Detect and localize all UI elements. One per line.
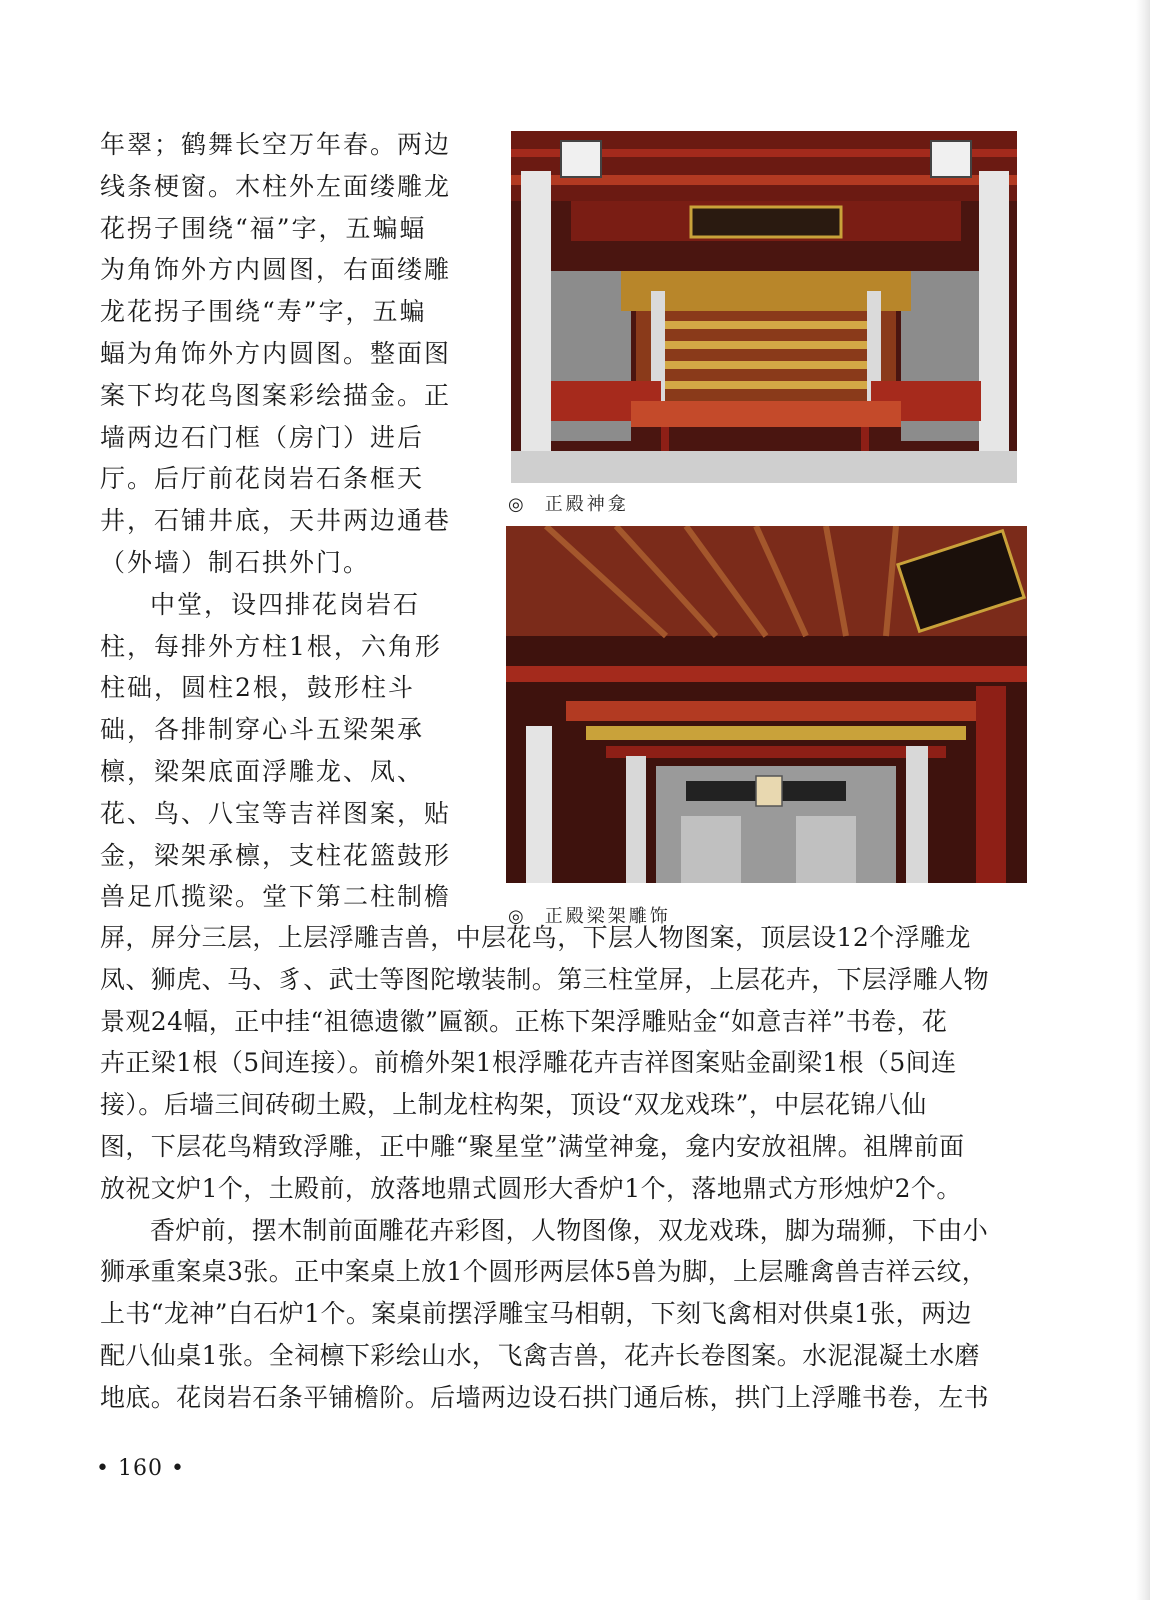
text-line: 花、鸟、八宝等吉祥图案，贴 <box>100 798 452 828</box>
photo-main-hall-beams <box>506 526 1027 883</box>
text-line: 上书“龙神”白石炉1个。案桌前摆浮雕宝马相朝，下刻飞禽相对供桌1张，两边 <box>100 1299 972 1329</box>
text-line: 线条梗窗。木柱外左面缕雕龙 <box>100 171 452 201</box>
caption-main-hall-shrine <box>508 490 629 516</box>
text-line: 厅。后厅前花岗岩石条框天 <box>100 464 425 494</box>
photo-main-hall-shrine <box>511 131 1017 483</box>
text-line: 檩，梁架底面浮雕龙、凤、 <box>100 756 425 786</box>
text-line: 凤、狮虎、马、豸、武士等图陀墩装制。第三柱堂屏，上层花卉，下层浮雕人物 <box>100 964 990 994</box>
caption-bullet-icon: ◎ <box>508 494 527 515</box>
text-line: 柱础，圆柱2根，鼓形柱斗 <box>100 673 415 703</box>
text-line: 础，各排制穿心斗五梁架承 <box>100 715 425 745</box>
page-number: • 160 • <box>96 1456 185 1481</box>
caption-text: 正殿梁架雕饰 <box>544 906 671 927</box>
paragraph-start-line: 中堂，设四排花岗岩石 <box>150 589 421 619</box>
text-line: 案下均花鸟图案彩绘描金。正 <box>100 380 452 410</box>
text-line: 金，梁架承檩，支柱花篮鼓形 <box>100 840 452 870</box>
text-line: 狮承重案桌3张。正中案桌上放1个圆形两层体5兽为脚，上层雕禽兽吉祥云纹， <box>100 1257 988 1287</box>
text-line: 地底。花岗岩石条平铺檐阶。后墙两边设石拱门通后栋，拱门上浮雕书卷，左书 <box>100 1382 990 1412</box>
text-line: 图，下层花鸟精致浮雕，正中雕“聚星堂”满堂神龛，龛内安放祖牌。祖牌前面 <box>100 1131 965 1161</box>
text-line: 井，石铺井底，天井两边通巷 <box>100 506 452 536</box>
text-line: 柱，每排外方柱1根，六角形 <box>100 631 442 661</box>
caption-text: 正殿神龛 <box>544 494 629 515</box>
text-line: 花拐子围绕“福”字，五蝙蝠 <box>100 213 427 243</box>
text-line: 墙两边石门框（房门）进后 <box>100 422 425 452</box>
left-column-text <box>100 124 450 918</box>
text-line: 配八仙桌1张。全祠檩下彩绘山水，飞禽吉兽，花卉长卷图案。水泥混凝土水磨 <box>100 1340 980 1370</box>
text-line: （外墙）制石拱外门。 <box>100 547 371 577</box>
text-line: 接）。后墙三间砖砌土殿，上制龙柱构架，顶设“双龙戏珠”，中层花锦八仙 <box>100 1090 927 1120</box>
text-line: 蝠为角饰外方内圆图。整面图 <box>100 338 452 368</box>
scan-edge-shadow <box>1136 0 1150 1600</box>
text-line: 兽足爪揽梁。堂下第二柱制檐 <box>100 882 452 912</box>
text-line: 屏，屏分三层，上层浮雕吉兽，中层花鸟，下层人物图案，顶层设12个浮雕龙 <box>100 923 971 952</box>
text-line: 卉正梁1根（5间连接）。前檐外架1根浮雕花卉吉祥图案贴金副梁1根（5间连 <box>100 1048 957 1078</box>
full-width-text <box>100 917 1010 1419</box>
text-line: 龙花拐子围绕“寿”字，五蝙 <box>100 297 427 327</box>
text-line: 为角饰外方内圆图，右面缕雕 <box>100 255 452 285</box>
text-line: 年翠；鹤舞长空万年春。两边 <box>100 130 452 159</box>
paragraph-start-line: 香炉前，摆木制前面雕花卉彩图，人物图像，双龙戏珠，脚为瑞狮，下由小 <box>150 1215 989 1245</box>
text-line: 放祝文炉1个，土殿前，放落地鼎式圆形大香炉1个，落地鼎式方形烛炉2个。 <box>100 1173 962 1203</box>
caption-bullet-icon: ◎ <box>508 906 527 927</box>
text-line: 景观24幅，正中挂“祖德遗徽”匾额。正栋下架浮雕贴金“如意吉祥”书卷，花 <box>100 1006 948 1036</box>
